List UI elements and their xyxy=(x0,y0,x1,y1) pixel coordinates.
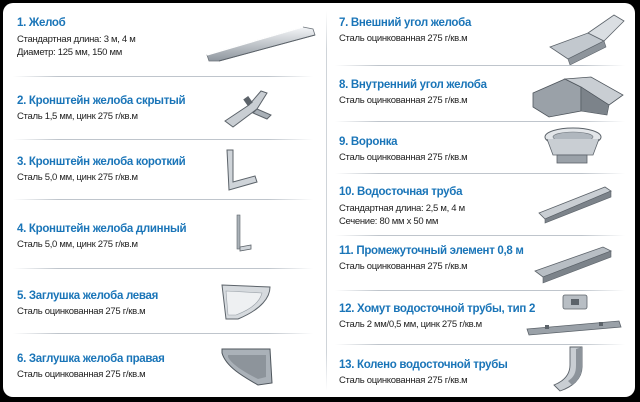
item-spec: Сечение: 80 мм х 50 мм xyxy=(339,216,439,227)
separator xyxy=(335,235,625,236)
item-11 xyxy=(339,245,524,273)
item-spec: Стандартная длина: 2,5 м, 4 м xyxy=(339,203,465,214)
item-title: 4. Кронштейн желоба длинный xyxy=(17,223,187,235)
item-5 xyxy=(17,290,158,318)
item-8 xyxy=(339,79,487,107)
item-spec: Сталь оцинкованная 275 г/кв.м xyxy=(339,33,468,44)
intermediate-element-icon xyxy=(531,239,615,285)
downpipe-icon xyxy=(535,183,615,225)
item-title: 7. Внешний угол желоба xyxy=(339,17,472,29)
item-7 xyxy=(339,17,471,45)
item-spec: Сталь оцинкованная 275 г/кв.м xyxy=(339,95,468,106)
item-title: 8. Внутренний угол желоба xyxy=(339,79,487,91)
separator xyxy=(335,121,625,122)
item-6 xyxy=(17,353,165,381)
item-spec: Сталь 1,5 мм, цинк 275 г/кв.м xyxy=(17,111,138,122)
short-bracket-icon xyxy=(221,148,261,193)
item-2 xyxy=(17,95,185,123)
item-spec: Сталь оцинкованная 275 г/кв.м xyxy=(339,375,468,386)
item-1 xyxy=(17,17,136,59)
item-title: 13. Колено водосточной трубы xyxy=(339,359,508,371)
item-13 xyxy=(339,359,508,387)
item-title: 10. Водосточная труба xyxy=(339,186,463,198)
funnel-icon xyxy=(543,125,605,167)
item-title: 2. Кронштейн желоба скрытый xyxy=(17,95,186,107)
gutter-icon xyxy=(203,21,318,63)
separator xyxy=(13,76,313,77)
separator xyxy=(13,268,313,269)
item-spec: Сталь 5,0 мм, цинк 275 г/кв.м xyxy=(17,172,138,183)
item-spec: Сталь оцинкованная 275 г/кв.м xyxy=(339,152,468,163)
item-title: 5. Заглушка желоба левая xyxy=(17,290,159,302)
item-12 xyxy=(339,303,535,331)
item-spec: Сталь 2 мм/0,5 мм, цинк 275 г/кв.м xyxy=(339,319,482,330)
separator xyxy=(13,199,313,200)
inner-corner-icon xyxy=(531,71,626,121)
item-title: 12. Хомут водосточной трубы, тип 2 xyxy=(339,303,536,315)
outer-corner-icon xyxy=(548,11,628,66)
column-divider xyxy=(326,11,327,391)
item-title: 11. Промежуточный элемент 0,8 м xyxy=(339,245,524,257)
left-end-cap-icon xyxy=(218,281,278,323)
hidden-bracket-icon xyxy=(221,85,281,130)
item-9 xyxy=(339,136,467,164)
item-title: 1. Желоб xyxy=(17,17,66,29)
item-spec: Сталь оцинкованная 275 г/кв.м xyxy=(339,261,468,272)
item-4 xyxy=(17,223,186,251)
catalog-frame xyxy=(3,3,635,397)
separator xyxy=(13,333,313,334)
pipe-elbow-icon xyxy=(548,345,588,395)
separator xyxy=(335,290,625,291)
separator xyxy=(13,139,313,140)
item-spec: Диаметр: 125 мм, 150 мм xyxy=(17,47,122,58)
item-spec: Стандартная длина: 3 м, 4 м xyxy=(17,34,136,45)
item-title: 9. Воронка xyxy=(339,136,398,148)
pipe-clamp-icon xyxy=(525,293,625,341)
item-spec: Сталь оцинкованная 275 г/кв.м xyxy=(17,306,146,317)
item-10 xyxy=(339,186,465,228)
separator xyxy=(335,65,625,66)
item-title: 3. Кронштейн желоба короткий xyxy=(17,156,186,168)
separator xyxy=(335,173,625,174)
item-spec: Сталь оцинкованная 275 г/кв.м xyxy=(17,369,146,380)
item-title: 6. Заглушка желоба правая xyxy=(17,353,165,365)
long-bracket-icon xyxy=(229,213,259,253)
item-3 xyxy=(17,156,185,184)
item-spec: Сталь 5,0 мм, цинк 275 г/кв.м xyxy=(17,239,138,250)
right-end-cap-icon xyxy=(218,345,278,390)
